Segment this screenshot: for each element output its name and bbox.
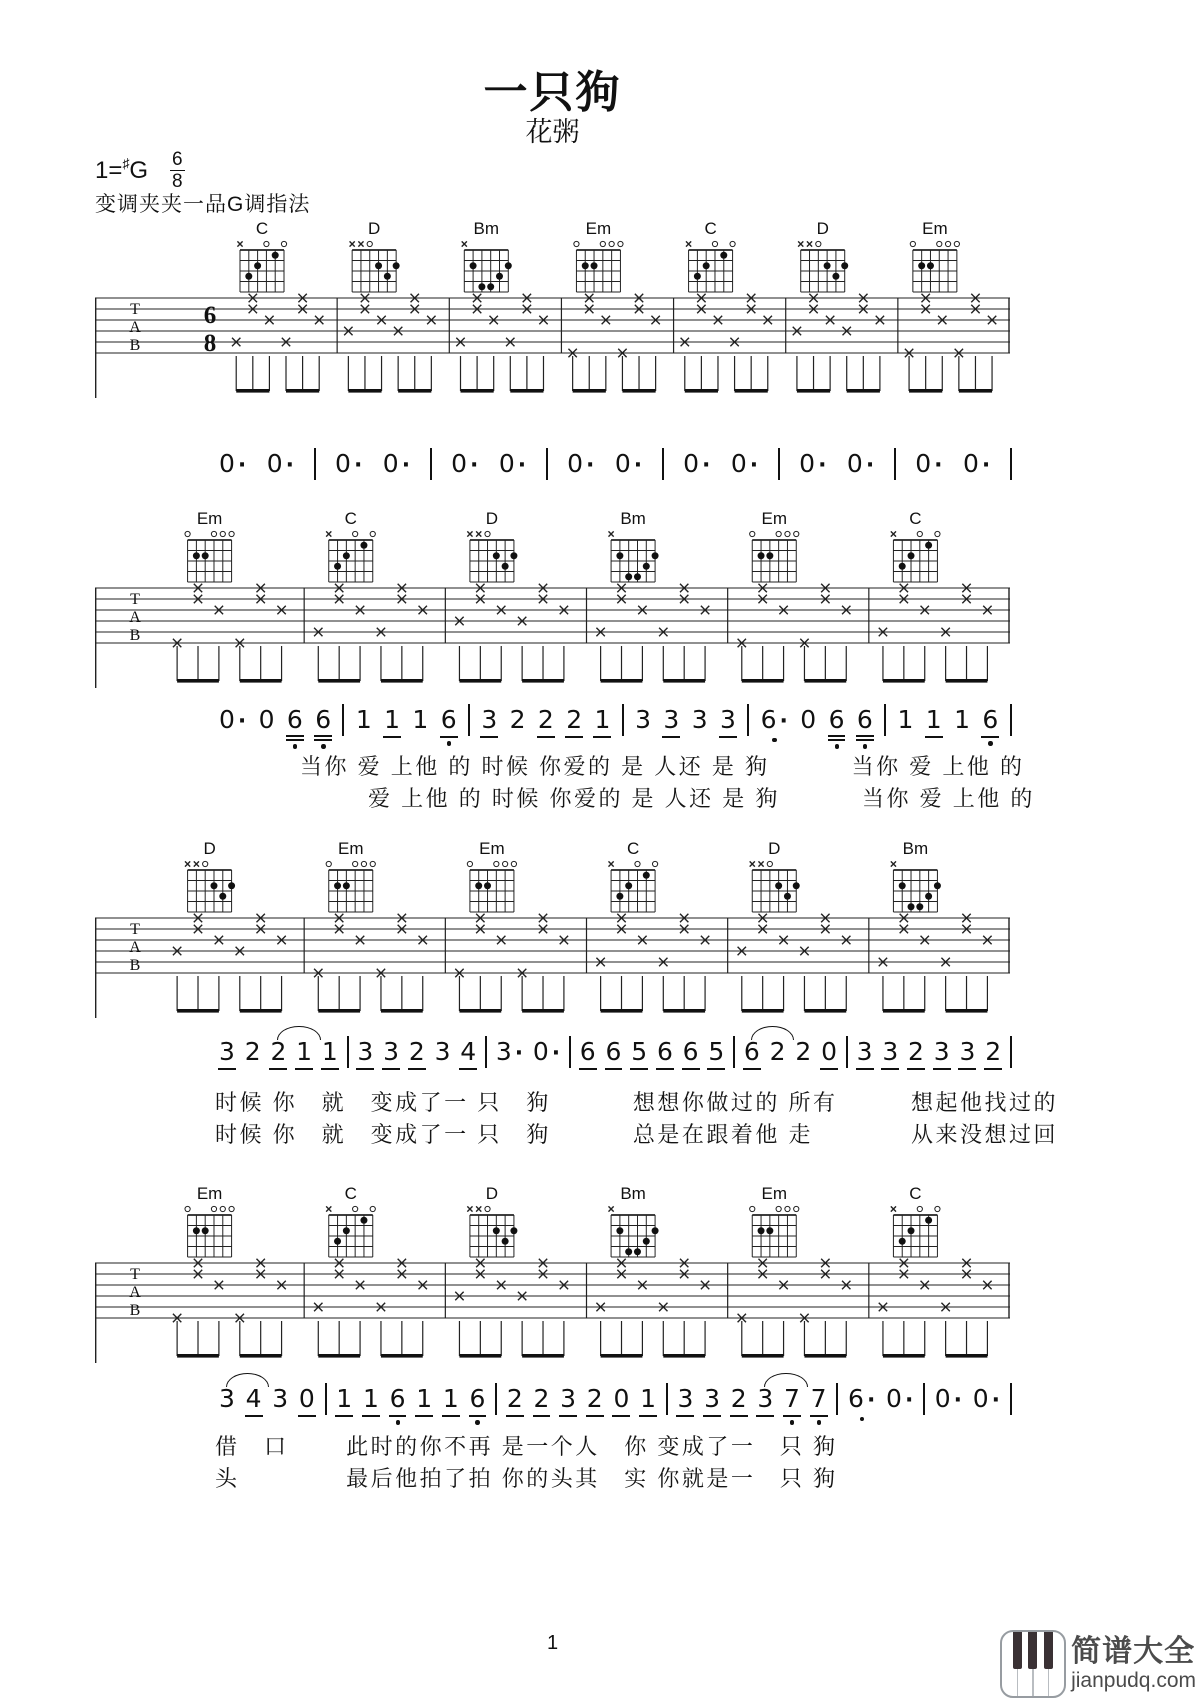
barline bbox=[347, 1036, 349, 1068]
piano-keys-icon bbox=[1000, 1630, 1066, 1698]
barline bbox=[923, 1383, 925, 1415]
barline bbox=[662, 448, 664, 480]
note-token: 7 bbox=[810, 1385, 828, 1417]
melody-line-1 bbox=[218, 706, 1012, 741]
note-token: 0 bbox=[800, 705, 817, 734]
note-token: 3 bbox=[676, 1385, 694, 1417]
barline bbox=[1010, 1383, 1012, 1415]
chord-diagram bbox=[185, 510, 234, 582]
note-token: 0 · bbox=[219, 705, 247, 734]
note-token: 1 bbox=[925, 706, 943, 738]
svg-text:C: C bbox=[344, 510, 357, 528]
chord-diagram bbox=[326, 840, 375, 912]
barline bbox=[894, 448, 896, 480]
svg-text:Em: Em bbox=[338, 840, 364, 858]
time-signature bbox=[170, 150, 185, 191]
note-token: 3 bbox=[719, 706, 737, 738]
site-url: jianpudq.com bbox=[1071, 1669, 1196, 1692]
note-token: 3 bbox=[856, 1038, 874, 1070]
note-token: 6 · bbox=[848, 1384, 876, 1413]
svg-text:6: 6 bbox=[203, 302, 217, 329]
tab-system-3 bbox=[95, 840, 1010, 1025]
note-token: 1 bbox=[442, 1385, 460, 1417]
lyrics-row: 当你 爱 上他 的 时候 你爱的 是 人还 是 狗 当你 爱 上他 的 bbox=[300, 754, 1025, 779]
note-token: 0 bbox=[298, 1385, 316, 1417]
chord-diagram bbox=[608, 840, 657, 912]
svg-text:B: B bbox=[129, 337, 141, 354]
note-token: 0 · bbox=[934, 1384, 963, 1413]
svg-text:Em: Em bbox=[196, 510, 223, 528]
chord-diagram bbox=[467, 1185, 517, 1257]
note-token: 1 bbox=[295, 1038, 313, 1070]
svg-text:D: D bbox=[816, 220, 829, 238]
tab-system-2 bbox=[95, 510, 1010, 695]
note-token: 6 bbox=[605, 1038, 623, 1070]
note-token: 6 bbox=[389, 1385, 407, 1417]
svg-text:B: B bbox=[129, 957, 141, 974]
chord-diagram bbox=[750, 840, 800, 912]
svg-text:Em: Em bbox=[196, 1185, 223, 1203]
svg-text:T: T bbox=[130, 301, 140, 318]
note-token: 0 · bbox=[219, 449, 247, 478]
note-token: 2 bbox=[269, 1038, 287, 1070]
note-token: 4 bbox=[245, 1385, 263, 1417]
chord-diagram bbox=[350, 220, 400, 292]
note-token: 4 bbox=[459, 1038, 477, 1070]
note-token: 0 · bbox=[846, 449, 875, 478]
note-token: 6 · bbox=[760, 705, 788, 734]
note-token: 0 · bbox=[451, 449, 479, 478]
note-token: 3 bbox=[480, 706, 498, 738]
note-token: 0 · bbox=[886, 1384, 914, 1413]
barline bbox=[430, 448, 432, 480]
lyrics-row: 爱 上他 的 时候 你爱的 是 人还 是 狗 当你 爱 上他 的 bbox=[368, 786, 1035, 811]
svg-text:T: T bbox=[130, 921, 140, 938]
artist-name: 花粥 bbox=[525, 117, 580, 147]
note-token: 2 bbox=[769, 1037, 786, 1066]
svg-text:Bm: Bm bbox=[473, 220, 500, 238]
note-token: 6 bbox=[856, 706, 874, 741]
lyrics-row: 头 最后他拍了拍 你的头其 实 你就是一 只 狗 bbox=[215, 1466, 838, 1491]
site-name: 简谱大全 bbox=[1071, 1635, 1196, 1668]
barline bbox=[846, 1036, 848, 1068]
barline bbox=[1010, 704, 1012, 736]
site-watermark bbox=[1000, 1630, 1196, 1698]
chord-diagram bbox=[686, 220, 735, 292]
chord-diagram bbox=[750, 1185, 799, 1257]
note-token: 0 bbox=[612, 1385, 630, 1417]
note-token: 3 bbox=[933, 1038, 951, 1070]
tab-system-1 bbox=[95, 220, 1010, 405]
note-token: 3 bbox=[703, 1385, 721, 1417]
barline bbox=[468, 704, 470, 736]
svg-text:A: A bbox=[129, 319, 141, 336]
note-token: 3 bbox=[382, 1038, 400, 1070]
svg-text:C: C bbox=[704, 220, 717, 238]
note-token: 3 bbox=[434, 1037, 451, 1066]
note-token: 0 · bbox=[335, 449, 363, 478]
note-token: 1 bbox=[383, 706, 401, 738]
note-token: 1 bbox=[639, 1385, 657, 1417]
note-token: 6 bbox=[656, 1038, 674, 1070]
svg-text:D: D bbox=[368, 220, 381, 238]
chord-diagram bbox=[467, 510, 517, 582]
svg-text:T: T bbox=[130, 1266, 140, 1283]
note-token: 3 bbox=[356, 1038, 374, 1070]
barline bbox=[546, 448, 548, 480]
note-token: 3 bbox=[958, 1038, 976, 1070]
barline bbox=[778, 448, 780, 480]
note-token: 2 bbox=[984, 1038, 1002, 1070]
note-token: 3 bbox=[219, 1384, 235, 1413]
key-note: G bbox=[129, 156, 149, 184]
svg-text:C: C bbox=[909, 510, 922, 528]
barline bbox=[1010, 1036, 1012, 1068]
svg-text:C: C bbox=[626, 840, 640, 858]
svg-text:C: C bbox=[909, 1185, 922, 1203]
note-token: 6 bbox=[828, 706, 846, 741]
svg-text:B: B bbox=[129, 627, 141, 644]
time-top: 6 bbox=[172, 149, 183, 170]
note-token: 0 · bbox=[962, 449, 991, 478]
note-token: 1 bbox=[897, 705, 914, 734]
note-token: 0 · bbox=[730, 449, 759, 478]
svg-text:Bm: Bm bbox=[620, 1185, 646, 1203]
svg-text:Bm: Bm bbox=[902, 840, 929, 858]
barline bbox=[325, 1383, 327, 1415]
note-token: 6 bbox=[440, 706, 458, 738]
note-token: 6 bbox=[314, 706, 332, 741]
note-token: 0 · bbox=[382, 449, 411, 478]
note-token: 3 bbox=[218, 1038, 236, 1070]
chord-diagram bbox=[185, 1185, 234, 1257]
watermark-text bbox=[1071, 1637, 1196, 1691]
note-token: 1 bbox=[321, 1038, 339, 1070]
chord-diagram bbox=[467, 840, 516, 912]
note-token: 3 bbox=[691, 705, 708, 734]
chord-diagram bbox=[462, 220, 512, 292]
note-token: 0 · bbox=[799, 449, 827, 478]
chord-diagram bbox=[891, 840, 941, 912]
note-token: 0 · bbox=[915, 449, 943, 478]
note-token: 1 bbox=[415, 1385, 433, 1417]
song-title: 一只狗 bbox=[483, 68, 622, 117]
chord-diagram bbox=[750, 510, 799, 582]
note-token: 2 bbox=[509, 705, 526, 734]
note-token: 6 bbox=[682, 1038, 700, 1070]
note-token: 3 bbox=[881, 1038, 899, 1070]
note-token: 6 bbox=[469, 1385, 487, 1417]
note-token: 7 bbox=[783, 1385, 801, 1417]
barline bbox=[1010, 448, 1012, 480]
svg-text:Em: Em bbox=[479, 840, 505, 858]
svg-text:Em: Em bbox=[922, 220, 948, 238]
svg-text:B: B bbox=[129, 1302, 141, 1319]
note-token: 0 · bbox=[972, 1384, 1001, 1413]
barline bbox=[342, 704, 344, 736]
chord-diagram bbox=[574, 220, 623, 292]
chord-diagram bbox=[326, 510, 375, 582]
tab-staff-svg bbox=[95, 220, 1010, 405]
note-token: 0 · bbox=[498, 449, 527, 478]
chord-diagram bbox=[891, 1185, 940, 1257]
note-token: 0 bbox=[258, 705, 275, 734]
barline bbox=[747, 704, 749, 736]
svg-text:D: D bbox=[485, 510, 499, 528]
note-token: 2 bbox=[244, 1037, 261, 1066]
barline bbox=[733, 1036, 735, 1068]
note-token: 1 bbox=[593, 706, 611, 738]
svg-text:Em: Em bbox=[585, 220, 612, 238]
note-token: 1 bbox=[412, 705, 429, 734]
note-token: 5 bbox=[630, 1038, 648, 1070]
barline bbox=[485, 1036, 487, 1068]
note-token: 2 bbox=[506, 1385, 524, 1417]
note-token: 1 bbox=[355, 705, 372, 734]
note-token: 2 bbox=[408, 1038, 426, 1070]
note-token: 6 bbox=[286, 706, 304, 741]
chord-diagram bbox=[608, 1185, 658, 1257]
rest-line bbox=[218, 450, 1012, 480]
note-token: 2 bbox=[533, 1385, 551, 1417]
note-token: 3 · bbox=[495, 1037, 524, 1066]
barline bbox=[884, 704, 886, 736]
lyrics-row: 时候 你 就 变成了一 只 狗 想想你做过的 所有 想起他找过的 bbox=[215, 1090, 1058, 1115]
note-token: 2 bbox=[586, 1385, 604, 1417]
key-prefix: 1= bbox=[95, 156, 123, 184]
chord-diagram bbox=[608, 510, 658, 582]
note-token: 5 bbox=[707, 1038, 725, 1070]
melody-line-3 bbox=[218, 1385, 1012, 1417]
svg-text:D: D bbox=[768, 840, 781, 858]
note-token: 2 bbox=[537, 706, 555, 738]
note-token: 6 bbox=[743, 1038, 761, 1070]
svg-text:Bm: Bm bbox=[620, 510, 646, 528]
note-token: 3 bbox=[662, 706, 680, 738]
note-token: 2 bbox=[795, 1037, 812, 1066]
svg-text:D: D bbox=[203, 840, 216, 858]
note-token: 3 bbox=[559, 1385, 577, 1417]
chord-diagram bbox=[910, 220, 959, 292]
svg-text:Em: Em bbox=[761, 510, 788, 528]
tab-staff-svg bbox=[95, 840, 1010, 1025]
chord-diagram bbox=[798, 220, 848, 292]
chord-diagram bbox=[185, 840, 235, 912]
note-token: 0 · bbox=[532, 1037, 561, 1066]
svg-text:A: A bbox=[129, 609, 141, 626]
barline bbox=[569, 1036, 571, 1068]
tab-system-4 bbox=[95, 1185, 1010, 1370]
chord-diagram bbox=[326, 1185, 375, 1257]
note-token: 0 · bbox=[614, 449, 643, 478]
note-token: 2 bbox=[907, 1038, 925, 1070]
barline bbox=[836, 1383, 838, 1415]
note-token: 2 bbox=[565, 706, 583, 738]
melody-line-2 bbox=[218, 1038, 1012, 1070]
svg-text:T: T bbox=[130, 591, 140, 608]
note-token: 0 · bbox=[266, 449, 295, 478]
lyrics-row: 借 口 此时的你不再 是一个人 你 变成了一 只 狗 bbox=[215, 1434, 838, 1459]
time-bottom: 8 bbox=[172, 171, 183, 192]
barline bbox=[666, 1383, 668, 1415]
capo-instruction: 变调夹夹一品G调指法 bbox=[95, 193, 311, 216]
note-token: 0 bbox=[820, 1038, 838, 1070]
note-token: 6 bbox=[579, 1038, 597, 1070]
note-token: 3 bbox=[272, 1384, 289, 1413]
key-signature bbox=[95, 150, 185, 191]
svg-text:C: C bbox=[255, 220, 269, 238]
note-token: 1 bbox=[954, 705, 970, 734]
barline bbox=[495, 1383, 497, 1415]
note-token: 2 bbox=[730, 1385, 748, 1417]
svg-text:Em: Em bbox=[761, 1185, 788, 1203]
barline bbox=[314, 448, 316, 480]
note-token: 3 bbox=[635, 705, 652, 734]
page-number: 1 bbox=[546, 1632, 559, 1654]
barline bbox=[622, 704, 624, 736]
svg-text:D: D bbox=[485, 1185, 499, 1203]
note-token: 0 · bbox=[567, 449, 595, 478]
lyrics-row: 时候 你 就 变成了一 只 狗 总是在跟着他 走 从来没想过回 bbox=[215, 1122, 1058, 1147]
note-token: 0 · bbox=[683, 449, 711, 478]
tab-staff-svg bbox=[95, 510, 1010, 695]
svg-text:8: 8 bbox=[203, 330, 217, 357]
chord-diagram bbox=[237, 220, 286, 292]
note-token: 6 bbox=[981, 706, 999, 738]
svg-text:A: A bbox=[129, 1284, 141, 1301]
note-token: 1 bbox=[335, 1385, 353, 1417]
svg-text:C: C bbox=[344, 1185, 357, 1203]
note-token: 3 bbox=[756, 1385, 774, 1417]
chord-diagram bbox=[891, 510, 940, 582]
tab-staff-svg bbox=[95, 1185, 1010, 1370]
note-token: 1 bbox=[362, 1385, 380, 1417]
svg-text:A: A bbox=[129, 939, 141, 956]
sharp-symbol: ♯ bbox=[122, 154, 130, 171]
